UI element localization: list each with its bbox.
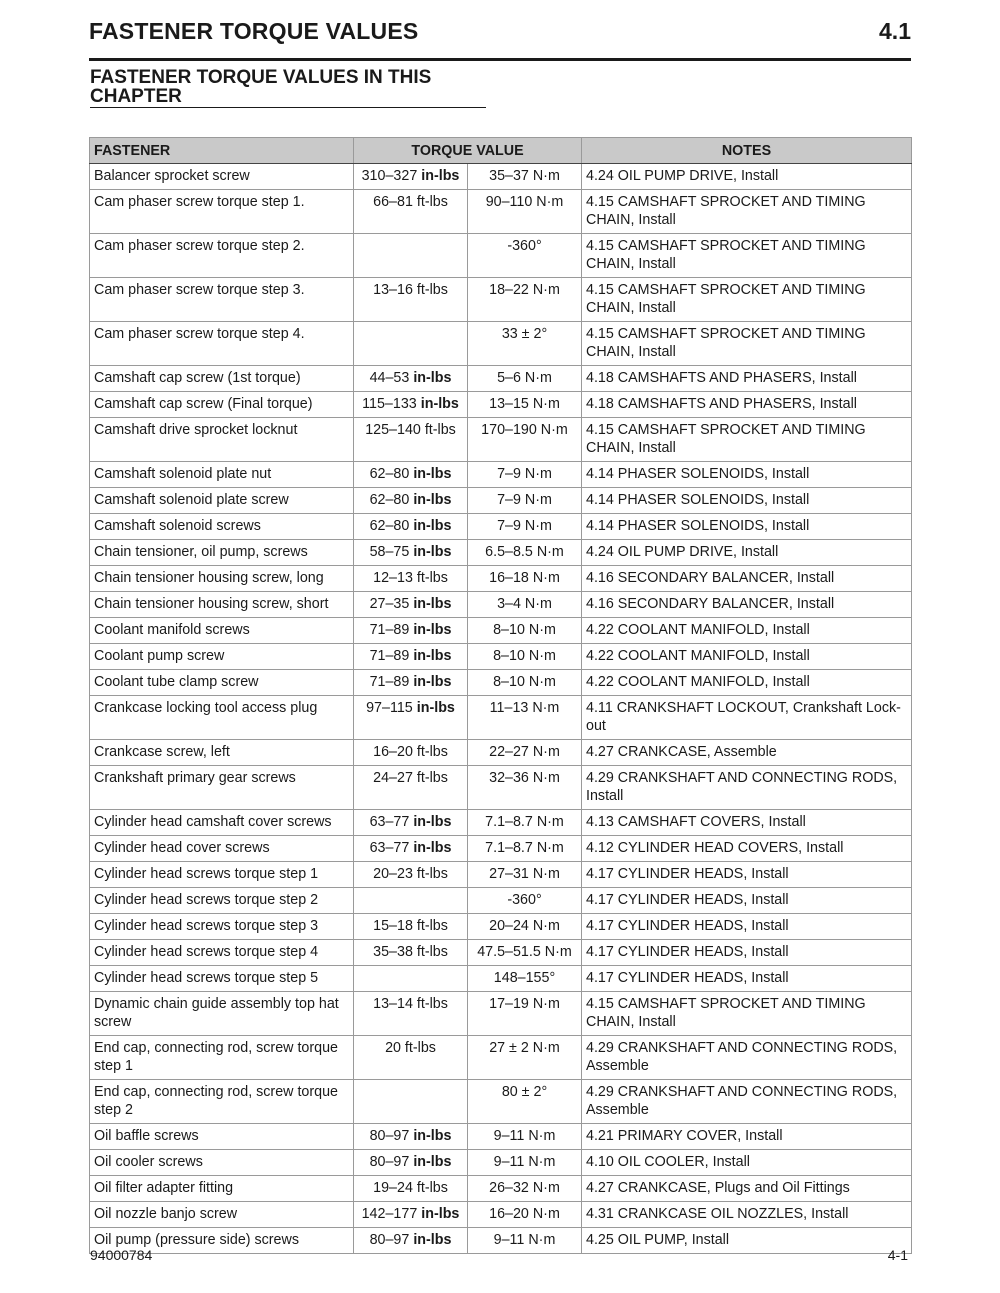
torque-imperial-value: 66–81 ft-lbs bbox=[373, 194, 448, 210]
notes-cell: 4.24 OIL PUMP DRIVE, Install bbox=[582, 540, 912, 566]
fastener-cell: Oil cooler screws bbox=[90, 1150, 354, 1176]
notes-cell: 4.14 PHASER SOLENOIDS, Install bbox=[582, 462, 912, 488]
header-notes: NOTES bbox=[582, 138, 912, 164]
torque-imperial-value: 16–20 ft-lbs bbox=[373, 744, 448, 760]
torque-imperial-value: 27–35 bbox=[369, 596, 410, 612]
notes-cell: 4.21 PRIMARY COVER, Install bbox=[582, 1124, 912, 1150]
torque-imperial-unit: in-lbs bbox=[420, 396, 459, 412]
torque-metric-cell: 13–15 N·m bbox=[468, 392, 582, 418]
notes-cell: 4.17 CYLINDER HEADS, Install bbox=[582, 888, 912, 914]
torque-imperial-cell bbox=[354, 696, 468, 740]
torque-metric-cell: 22–27 N·m bbox=[468, 740, 582, 766]
fastener-cell: Oil baffle screws bbox=[90, 1124, 354, 1150]
notes-cell: 4.18 CAMSHAFTS AND PHASERS, Install bbox=[582, 392, 912, 418]
torque-imperial-unit: in-lbs bbox=[413, 492, 452, 508]
table-row bbox=[90, 392, 912, 418]
table-row bbox=[90, 696, 912, 740]
torque-metric-cell: 27–31 N·m bbox=[468, 862, 582, 888]
fastener-cell: Oil filter adapter fitting bbox=[90, 1176, 354, 1202]
header-torque-value: TORQUE VALUE bbox=[354, 138, 582, 164]
torque-imperial-unit: in-lbs bbox=[413, 840, 452, 856]
torque-metric-cell: 8–10 N·m bbox=[468, 618, 582, 644]
torque-imperial-cell bbox=[354, 592, 468, 618]
torque-imperial-unit: in-lbs bbox=[421, 168, 460, 184]
fastener-cell: Coolant tube clamp screw bbox=[90, 670, 354, 696]
notes-cell: 4.15 CAMSHAFT SPROCKET AND TIMING CHAIN, Install bbox=[582, 190, 912, 234]
torque-imperial-cell bbox=[354, 740, 468, 766]
torque-imperial-cell bbox=[354, 914, 468, 940]
fastener-cell: Cylinder head screws torque step 2 bbox=[90, 888, 354, 914]
torque-imperial-value: 20–23 ft-lbs bbox=[373, 866, 448, 882]
torque-imperial-cell bbox=[354, 766, 468, 810]
chapter-title: FASTENER TORQUE VALUES bbox=[89, 18, 419, 44]
notes-cell: 4.22 COOLANT MANIFOLD, Install bbox=[582, 670, 912, 696]
torque-metric-cell: -360° bbox=[468, 234, 582, 278]
torque-metric-cell: 7.1–8.7 N·m bbox=[468, 836, 582, 862]
torque-imperial-value: 19–24 ft-lbs bbox=[373, 1180, 448, 1196]
torque-metric-cell: 32–36 N·m bbox=[468, 766, 582, 810]
fastener-cell: Cylinder head screws torque step 1 bbox=[90, 862, 354, 888]
torque-imperial-unit: in-lbs bbox=[421, 1206, 460, 1222]
table-row bbox=[90, 644, 912, 670]
torque-metric-cell: 27 ± 2 N·m bbox=[468, 1036, 582, 1080]
torque-metric-cell: 90–110 N·m bbox=[468, 190, 582, 234]
fastener-cell: End cap, connecting rod, screw torque step 1 bbox=[90, 1036, 354, 1080]
notes-cell: 4.15 CAMSHAFT SPROCKET AND TIMING CHAIN, Install bbox=[582, 234, 912, 278]
fastener-cell: Coolant manifold screws bbox=[90, 618, 354, 644]
table-row bbox=[90, 862, 912, 888]
torque-imperial-value: 35–38 ft-lbs bbox=[373, 944, 448, 960]
fastener-cell: Balancer sprocket screw bbox=[90, 164, 354, 190]
table-row bbox=[90, 670, 912, 696]
fastener-cell: Cylinder head screws torque step 4 bbox=[90, 940, 354, 966]
torque-imperial-unit: in-lbs bbox=[413, 596, 452, 612]
header-fastener: FASTENER bbox=[90, 138, 354, 164]
torque-imperial-value: 12–13 ft-lbs bbox=[373, 570, 448, 586]
fastener-cell: Crankshaft primary gear screws bbox=[90, 766, 354, 810]
torque-imperial-value: 62–80 bbox=[369, 518, 410, 534]
table-row bbox=[90, 1080, 912, 1124]
table-row bbox=[90, 418, 912, 462]
torque-imperial-cell bbox=[354, 862, 468, 888]
fastener-cell: Cylinder head cover screws bbox=[90, 836, 354, 862]
torque-metric-cell: 9–11 N·m bbox=[468, 1124, 582, 1150]
torque-metric-cell: 11–13 N·m bbox=[468, 696, 582, 740]
torque-imperial-unit: in-lbs bbox=[413, 370, 452, 386]
notes-cell: 4.31 CRANKCASE OIL NOZZLES, Install bbox=[582, 1202, 912, 1228]
torque-imperial-unit: in-lbs bbox=[413, 674, 452, 690]
table-row bbox=[90, 164, 912, 190]
torque-imperial-unit: in-lbs bbox=[413, 1128, 452, 1144]
torque-imperial-cell bbox=[354, 462, 468, 488]
table-row bbox=[90, 914, 912, 940]
torque-imperial-cell bbox=[354, 366, 468, 392]
fastener-cell: Camshaft drive sprocket locknut bbox=[90, 418, 354, 462]
torque-imperial-value: 71–89 bbox=[369, 674, 410, 690]
table-row bbox=[90, 966, 912, 992]
torque-metric-cell: 20–24 N·m bbox=[468, 914, 582, 940]
torque-imperial-unit: in-lbs bbox=[413, 1154, 452, 1170]
page-number: 4-1 bbox=[887, 1247, 908, 1263]
torque-imperial-cell bbox=[354, 190, 468, 234]
fastener-cell: Dynamic chain guide assembly top hat screw bbox=[90, 992, 354, 1036]
torque-metric-cell: 8–10 N·m bbox=[468, 644, 582, 670]
torque-imperial-unit: in-lbs bbox=[413, 544, 452, 560]
notes-cell: 4.18 CAMSHAFTS AND PHASERS, Install bbox=[582, 366, 912, 392]
torque-metric-cell: 18–22 N·m bbox=[468, 278, 582, 322]
torque-imperial-cell bbox=[354, 836, 468, 862]
table-row bbox=[90, 1036, 912, 1080]
fastener-cell: Camshaft cap screw (1st torque) bbox=[90, 366, 354, 392]
torque-imperial-unit: in-lbs bbox=[413, 648, 452, 664]
fastener-cell: Camshaft cap screw (Final torque) bbox=[90, 392, 354, 418]
table-row bbox=[90, 540, 912, 566]
fastener-cell: Cylinder head screws torque step 5 bbox=[90, 966, 354, 992]
fastener-cell: Oil pump (pressure side) screws bbox=[90, 1228, 354, 1254]
table-row bbox=[90, 1202, 912, 1228]
torque-metric-cell: 9–11 N·m bbox=[468, 1150, 582, 1176]
torque-imperial-cell bbox=[354, 322, 468, 366]
torque-imperial-value: 24–27 ft-lbs bbox=[373, 770, 448, 786]
fastener-cell: Camshaft solenoid plate screw bbox=[90, 488, 354, 514]
torque-metric-cell: 9–11 N·m bbox=[468, 1228, 582, 1254]
torque-imperial-value: 62–80 bbox=[369, 466, 410, 482]
torque-imperial-cell bbox=[354, 618, 468, 644]
notes-cell: 4.14 PHASER SOLENOIDS, Install bbox=[582, 514, 912, 540]
page-header bbox=[89, 18, 911, 61]
torque-imperial-cell bbox=[354, 1202, 468, 1228]
fastener-cell: Chain tensioner housing screw, short bbox=[90, 592, 354, 618]
table-row bbox=[90, 740, 912, 766]
torque-imperial-value: 80–97 bbox=[369, 1128, 410, 1144]
torque-imperial-value: 62–80 bbox=[369, 492, 410, 508]
torque-imperial-cell bbox=[354, 278, 468, 322]
torque-imperial-value: 310–327 bbox=[361, 168, 418, 184]
fastener-cell: Chain tensioner, oil pump, screws bbox=[90, 540, 354, 566]
torque-imperial-unit: in-lbs bbox=[413, 622, 452, 638]
torque-imperial-unit: in-lbs bbox=[413, 1232, 452, 1248]
notes-cell: 4.15 CAMSHAFT SPROCKET AND TIMING CHAIN, Install bbox=[582, 992, 912, 1036]
chapter-number: 4.1 bbox=[879, 18, 911, 44]
notes-cell: 4.12 CYLINDER HEAD COVERS, Install bbox=[582, 836, 912, 862]
notes-cell: 4.17 CYLINDER HEADS, Install bbox=[582, 862, 912, 888]
table-row bbox=[90, 888, 912, 914]
torque-imperial-cell bbox=[354, 418, 468, 462]
table-row bbox=[90, 992, 912, 1036]
torque-imperial-value: 80–97 bbox=[369, 1154, 410, 1170]
torque-metric-cell: 35–37 N·m bbox=[468, 164, 582, 190]
table-row bbox=[90, 618, 912, 644]
torque-imperial-value: 71–89 bbox=[369, 622, 410, 638]
torque-imperial-cell bbox=[354, 810, 468, 836]
notes-cell: 4.29 CRANKSHAFT AND CONNECTING RODS, Assemble bbox=[582, 1036, 912, 1080]
torque-imperial-value: 80–97 bbox=[369, 1232, 410, 1248]
notes-cell: 4.25 OIL PUMP, Install bbox=[582, 1228, 912, 1254]
torque-metric-cell: 80 ± 2° bbox=[468, 1080, 582, 1124]
notes-cell: 4.24 OIL PUMP DRIVE, Install bbox=[582, 164, 912, 190]
fastener-cell: Crankcase locking tool access plug bbox=[90, 696, 354, 740]
torque-imperial-cell bbox=[354, 1176, 468, 1202]
torque-imperial-value: 97–115 bbox=[366, 700, 413, 716]
torque-metric-cell: 26–32 N·m bbox=[468, 1176, 582, 1202]
notes-cell: 4.29 CRANKSHAFT AND CONNECTING RODS, Install bbox=[582, 766, 912, 810]
torque-imperial-cell bbox=[354, 1124, 468, 1150]
table-row bbox=[90, 1228, 912, 1254]
table-body bbox=[90, 164, 912, 1254]
torque-metric-cell: 33 ± 2° bbox=[468, 322, 582, 366]
table-row bbox=[90, 366, 912, 392]
notes-cell: 4.22 COOLANT MANIFOLD, Install bbox=[582, 618, 912, 644]
table-row bbox=[90, 766, 912, 810]
fastener-cell: Cylinder head screws torque step 3 bbox=[90, 914, 354, 940]
torque-metric-cell: 5–6 N·m bbox=[468, 366, 582, 392]
torque-imperial-value: 58–75 bbox=[369, 544, 410, 560]
table-row bbox=[90, 1124, 912, 1150]
table-row bbox=[90, 940, 912, 966]
torque-imperial-cell bbox=[354, 644, 468, 670]
torque-imperial-value: 115–133 bbox=[362, 396, 417, 412]
torque-metric-cell: 6.5–8.5 N·m bbox=[468, 540, 582, 566]
notes-cell: 4.16 SECONDARY BALANCER, Install bbox=[582, 592, 912, 618]
torque-imperial-unit: in-lbs bbox=[413, 466, 452, 482]
torque-metric-cell: 7–9 N·m bbox=[468, 462, 582, 488]
table-header-row bbox=[90, 138, 912, 164]
torque-imperial-cell bbox=[354, 234, 468, 278]
table-row bbox=[90, 488, 912, 514]
fastener-cell: Crankcase screw, left bbox=[90, 740, 354, 766]
table-row bbox=[90, 836, 912, 862]
fastener-cell: Coolant pump screw bbox=[90, 644, 354, 670]
torque-imperial-value: 15–18 ft-lbs bbox=[373, 918, 448, 934]
torque-imperial-value: 13–14 ft-lbs bbox=[373, 996, 448, 1012]
notes-cell: 4.16 SECONDARY BALANCER, Install bbox=[582, 566, 912, 592]
notes-cell: 4.10 OIL COOLER, Install bbox=[582, 1150, 912, 1176]
torque-imperial-cell bbox=[354, 514, 468, 540]
notes-cell: 4.15 CAMSHAFT SPROCKET AND TIMING CHAIN, Install bbox=[582, 322, 912, 366]
table-row bbox=[90, 592, 912, 618]
torque-metric-cell: 16–20 N·m bbox=[468, 1202, 582, 1228]
table-row bbox=[90, 234, 912, 278]
torque-table bbox=[89, 137, 912, 1254]
notes-cell: 4.14 PHASER SOLENOIDS, Install bbox=[582, 488, 912, 514]
notes-cell: 4.15 CAMSHAFT SPROCKET AND TIMING CHAIN, Install bbox=[582, 418, 912, 462]
table-row bbox=[90, 514, 912, 540]
notes-cell: 4.15 CAMSHAFT SPROCKET AND TIMING CHAIN, Install bbox=[582, 278, 912, 322]
torque-metric-cell: 7–9 N·m bbox=[468, 514, 582, 540]
fastener-cell: Camshaft solenoid screws bbox=[90, 514, 354, 540]
document-number: 94000784 bbox=[90, 1247, 153, 1263]
torque-imperial-cell bbox=[354, 992, 468, 1036]
table-row bbox=[90, 1150, 912, 1176]
table-row bbox=[90, 566, 912, 592]
torque-imperial-value: 63–77 bbox=[369, 840, 410, 856]
fastener-cell: Cam phaser screw torque step 3. bbox=[90, 278, 354, 322]
torque-metric-cell: 7.1–8.7 N·m bbox=[468, 810, 582, 836]
torque-imperial-cell bbox=[354, 1080, 468, 1124]
torque-metric-cell: 148–155° bbox=[468, 966, 582, 992]
notes-cell: 4.17 CYLINDER HEADS, Install bbox=[582, 940, 912, 966]
fastener-cell: Oil nozzle banjo screw bbox=[90, 1202, 354, 1228]
fastener-cell: End cap, connecting rod, screw torque step 2 bbox=[90, 1080, 354, 1124]
torque-metric-cell: 3–4 N·m bbox=[468, 592, 582, 618]
table-row bbox=[90, 810, 912, 836]
torque-imperial-cell bbox=[354, 670, 468, 696]
fastener-cell: Cylinder head camshaft cover screws bbox=[90, 810, 354, 836]
fastener-cell: Cam phaser screw torque step 2. bbox=[90, 234, 354, 278]
torque-imperial-cell bbox=[354, 488, 468, 514]
notes-cell: 4.27 CRANKCASE, Assemble bbox=[582, 740, 912, 766]
torque-metric-cell: 7–9 N·m bbox=[468, 488, 582, 514]
table-row bbox=[90, 322, 912, 366]
torque-imperial-cell bbox=[354, 164, 468, 190]
torque-metric-cell: 16–18 N·m bbox=[468, 566, 582, 592]
fastener-cell: Cam phaser screw torque step 1. bbox=[90, 190, 354, 234]
torque-imperial-cell bbox=[354, 940, 468, 966]
torque-imperial-cell bbox=[354, 540, 468, 566]
section-title: FASTENER TORQUE VALUES IN THIS CHAPTER bbox=[90, 68, 486, 108]
notes-cell: 4.17 CYLINDER HEADS, Install bbox=[582, 966, 912, 992]
notes-cell: 4.29 CRANKSHAFT AND CONNECTING RODS, Assemble bbox=[582, 1080, 912, 1124]
table-row bbox=[90, 190, 912, 234]
torque-imperial-cell bbox=[354, 888, 468, 914]
torque-metric-cell: 17–19 N·m bbox=[468, 992, 582, 1036]
torque-imperial-cell bbox=[354, 392, 468, 418]
torque-metric-cell: -360° bbox=[468, 888, 582, 914]
torque-imperial-value: 71–89 bbox=[369, 648, 410, 664]
torque-imperial-cell bbox=[354, 566, 468, 592]
notes-cell: 4.17 CYLINDER HEADS, Install bbox=[582, 914, 912, 940]
notes-cell: 4.27 CRANKCASE, Plugs and Oil Fittings bbox=[582, 1176, 912, 1202]
fastener-cell: Cam phaser screw torque step 4. bbox=[90, 322, 354, 366]
torque-imperial-value: 44–53 bbox=[369, 370, 410, 386]
torque-imperial-unit: in-lbs bbox=[413, 814, 452, 830]
torque-imperial-unit: in-lbs bbox=[416, 700, 455, 716]
torque-imperial-cell bbox=[354, 1036, 468, 1080]
torque-metric-cell: 170–190 N·m bbox=[468, 418, 582, 462]
table-row bbox=[90, 278, 912, 322]
torque-imperial-value: 20 ft-lbs bbox=[385, 1040, 436, 1056]
table-row bbox=[90, 1176, 912, 1202]
torque-imperial-value: 63–77 bbox=[369, 814, 410, 830]
torque-imperial-unit: in-lbs bbox=[413, 518, 452, 534]
fastener-cell: Chain tensioner housing screw, long bbox=[90, 566, 354, 592]
notes-cell: 4.11 CRANKSHAFT LOCKOUT, Crankshaft Lock-out bbox=[582, 696, 912, 740]
torque-metric-cell: 8–10 N·m bbox=[468, 670, 582, 696]
notes-cell: 4.22 COOLANT MANIFOLD, Install bbox=[582, 644, 912, 670]
torque-imperial-cell bbox=[354, 1228, 468, 1254]
torque-imperial-cell bbox=[354, 966, 468, 992]
torque-imperial-value: 142–177 bbox=[361, 1206, 418, 1222]
table-row bbox=[90, 462, 912, 488]
torque-imperial-value: 125–140 ft-lbs bbox=[365, 422, 456, 438]
torque-imperial-value: 13–16 ft-lbs bbox=[373, 282, 448, 298]
fastener-cell: Camshaft solenoid plate nut bbox=[90, 462, 354, 488]
torque-metric-cell: 47.5–51.5 N·m bbox=[468, 940, 582, 966]
torque-imperial-cell bbox=[354, 1150, 468, 1176]
notes-cell: 4.13 CAMSHAFT COVERS, Install bbox=[582, 810, 912, 836]
